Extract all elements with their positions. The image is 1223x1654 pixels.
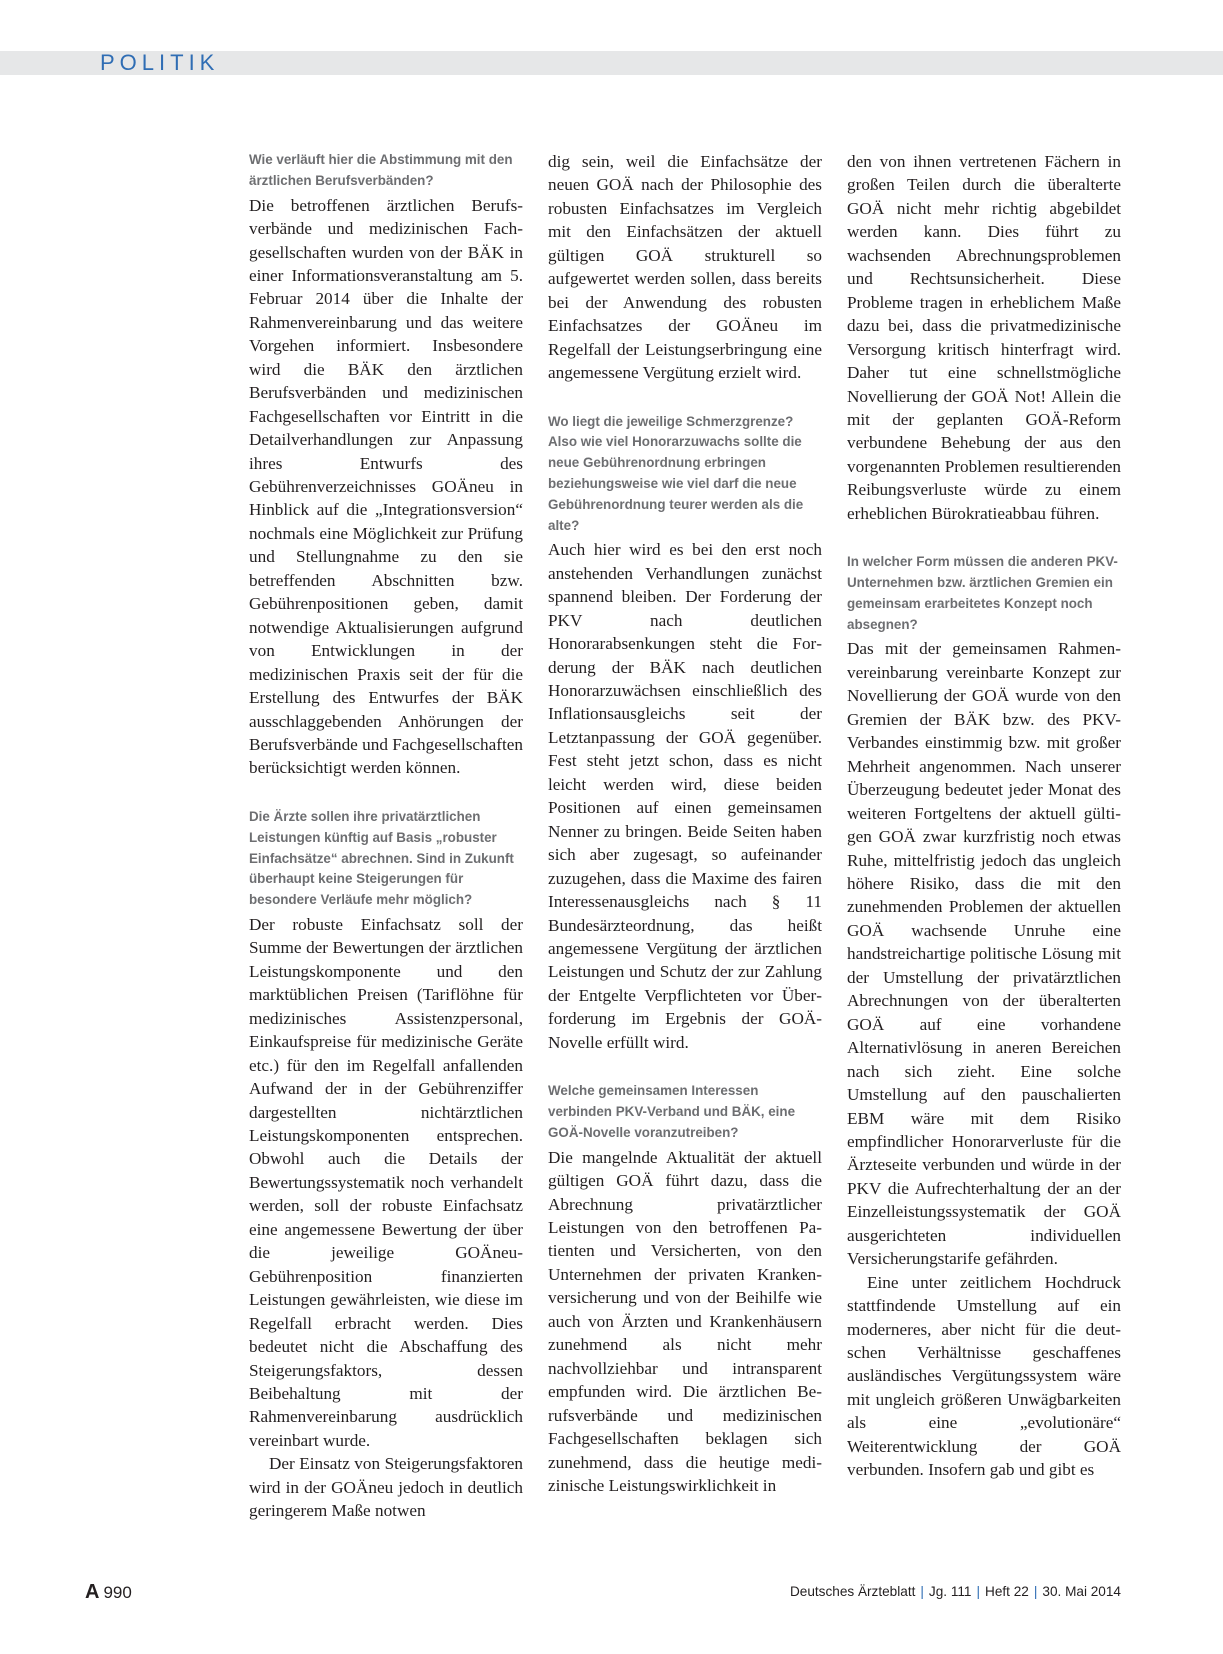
- answer-paragraph: Der Einsatz von Steigerungsfaktoren wird in der GOÄneu jedoch in deutlich geringerem Maße notwen: [249, 1454, 523, 1521]
- section-rubric: POLITIK: [100, 50, 220, 75]
- answer-paragraph: Die betroffenen ärztlichen Berufsverbände und medizinischen Fachgesellschaften wurden von der BÄK in einer Informationsveranstaltung am 5. Februar 2014 über die Inhalte der Rahmenvereinbarung und das weitere Vorgehen informiert. Insbesondere wird die BÄK den ärztlichen Berufsverbänden und medizinischen Fachgesellschaften vor Eintritt in die Detailverhandlungen zur Anpassung ihres Entwurfs des Gebührenverzeichnisses GOÄneu in Hinblick auf die „Integrationsversion“ nochmals eine Möglichkeit zur Prüfung und Stellungnahme zu den sie betreffenden Abschnitten bzw. Gebührenpositionen geben, damit notwendige Aktualisierungen aufgrund von Entwicklungen in der medizinischen Praxis seit der für die Erstellung des Entwurfes der BÄK ausschlaggebenden Anhörungen der Berufsverbände und Fachgesellschaften berücksichtigt werden können.: [249, 195, 523, 778]
- footer-separator: |: [920, 1584, 924, 1599]
- interview-question: Wie verläuft hier die Abstimmung mit den ärztlichen Berufsverbänden?: [249, 152, 513, 188]
- answer-paragraph: den von ihnen vertretenen Fächern in großen Teilen durch die überalterte GOÄ nicht mehr richtig abgebildet werden kann. Dies führt zu wachsenden Abrechnungsproblemen und Rechtsunsicherheit. Diese Probleme tragen in erheblichem Maße dazu bei, dass die privatmedizinische Versorgung kritisch hinterfragt wird. Daher tut eine schnellstmögliche Novellierung der GOÄ Not! Allein die mit der geplanten GOÄ-Reform verbundene Behebung der aus den vorgenannten Problemen resultierenden Reibungsverluste würde zu einem erheblichen Bürokratieabbau führen.: [847, 152, 1121, 523]
- volume: Jg. 111: [928, 1584, 972, 1599]
- interview-question: Welche gemeinsamen Interessen verbinden PKV-Verband und BÄK, eine GOÄ-Novelle voranzutreiben?: [548, 1083, 796, 1140]
- page-number-value: 990: [103, 1583, 132, 1602]
- answer-paragraph: dig sein, weil die Einfachsätze der neuen GOÄ nach der Philosophie des robusten Einfachsatzes im Vergleich mit den Einfachsätzen der aktuell gültigen GOÄ strukturell so aufgewertet werden sollen, dass bereits bei der Anwendung des robusten Einfachsatzes der GOÄneu im Regelfall der Leistungserbringung eine angemessene Vergütung erzielt wird.: [548, 152, 822, 383]
- interview-question: Wo liegt die jeweilige Schmerzgrenze? Also wie viel Honorarzuwachs sollte die neue Gebührenordnung erbringen beziehungsweise wie viel darf die neue Gebührenordnung teurer werden als die alte?: [548, 413, 804, 533]
- footer-separator: |: [976, 1584, 981, 1599]
- answer-paragraph: Eine unter zeitlichem Hochdruck stattfindende Umstellung auf ein moderneres, aber nicht für die deutschen Verhältnisse geschaffenes ausländisches Vergütungssystem wäre mit ungleich größeren Unwägbarkeiten als eine „evolutionäre“ Weiterentwicklung der GOÄ verbunden. Insofern gab und gibt es: [847, 1272, 1121, 1480]
- issue: Heft 22: [985, 1584, 1029, 1599]
- article-column-1: [249, 150, 523, 1523]
- section-letter: A: [85, 1581, 100, 1603]
- answer-paragraph: Das mit der gemeinsamen Rahmenvereinbarung vereinbarte Konzept zur Novellierung der GOÄ wurde von den Gremien der BÄK bzw. des PKV-Verbandes einstimmig bzw. mit großer Mehrheit angenommen. Nach unserer Überzeugung bedeutet jeder Monat des weiteren Fortgeltens der aktuell gültigen GOÄ zwar kurzfristig noch etwas Ruhe, mittelfristig jedoch das ungleich höhere Risiko, dass die mit den zunehmenden Problemen der aktuellen GOÄ wachsende Unruhe eine handstreichartige politische Lösung mit der Umstellung der privatärztlichen Abrechnungen von der überalterten GOÄ auf eine vorhandene Alternativlösung in aneren Bereichen nach sich zieht. Eine solche Umstellung auf den pauschalierten EBM wäre mit dem Risiko empfindlicher Honorarverluste für die Ärzteseite verbunden und würde in der PKV die Aufrechterhaltung der an der Einzelleistungssystematik der GOÄ ausgerichteten individuellen Versicherungstarife gefährden.: [847, 639, 1121, 1269]
- journal-footer: [790, 1584, 1121, 1599]
- answer-paragraph: Auch hier wird es bei den erst noch anstehenden Verhandlungen zunächst spannend bleiben. Der Forderung der PKV nach deutlichen Honorarabsenkungen steht die Forderung der BÄK nach deutlichen Honorarzuwächsen einschließlich des Inflationsausgleichs seit der Letztanpassung der GOÄ gegenüber. Fest steht jetzt schon, dass es nicht leicht werden wird, diese beiden Positionen auf einen gemeinsamen Nenner zu bringen. Beide Seiten haben sich aber zugesagt, so aufeinander zuzugehen, dass die Maxime des fairen Interessenausgleichs nach § 11 Bundesärzteordnung, das heißt angemessene Vergütung der ärztlichen Leistungen und Schutz der zur Zahlung der Entgelte Verpflichteten vor Überforderung im Ergebnis der GOÄ-Novelle erfüllt wird.: [548, 540, 822, 1052]
- journal-name: Deutsches Ärzteblatt: [789, 1584, 916, 1599]
- answer-paragraph: Die mangelnde Aktualität der aktuell gültigen GOÄ führt dazu, dass die Abrechnung privatärztlicher Leistungen von den betroffenen Patienten und Versicherten, von den Unternehmen der privaten Krankenversicherung und von der Beihilfe wie auch von Ärzten und Krankenhäusern zunehmend als nicht mehr nachvollziehbar und intransparent empfunden wird. Die ärztlichen Berufsverbände und medizinischen Fachgesellschaften beklagen sich zunehmend, dass die heutige medizinische Leistungswirklichkeit in: [548, 1147, 822, 1496]
- article-column-2: [548, 150, 822, 1497]
- page-number: [85, 1581, 132, 1604]
- article-column-3: [847, 150, 1121, 1482]
- answer-paragraph: Der robuste Einfachsatz soll der Summe der Bewertungen der ärztlichen Leistungskomponente und den marktüblichen Preisen (Tariflöhne für medizinisches Assistenzpersonal, Einkaufspreise für medizinische Geräte etc.) für den im Regelfall anfallenden Aufwand der in der Gebührenziffer dargestellten nichtärztlichen Leistungskomponenten entsprechen. Obwohl auch die Details der Bewertungssystematik noch verhandelt werden, soll der robuste Einfachsatz eine angemessene Bewertung der über die jeweilige GOÄneu-Gebührenposition finanzierten Leistungen gewährleisten, wie diese im Regelfall erbracht werden. Dies bedeutet nicht die Abschaffung des Steigerungsfaktors, dessen Beibehaltung mit der Rahmenvereinbarung ausdrücklich vereinbart wurde.: [249, 914, 523, 1450]
- interview-question: Die Ärzte sollen ihre privatärztlichen Leistungen künftig auf Basis „robuster Einfachsätze“ abrechnen. Sind in Zukunft überhaupt keine Steigerungen für besondere Verläufe mehr möglich?: [249, 808, 514, 908]
- interview-question: In welcher Form müssen die anderen PKV-Unternehmen bzw. ärztlichen Gremien ein gemeinsam erarbeitetes Konzept noch absegnen?: [847, 554, 1118, 632]
- footer-separator: |: [1033, 1584, 1038, 1599]
- issue-date: 30. Mai 2014: [1042, 1584, 1121, 1599]
